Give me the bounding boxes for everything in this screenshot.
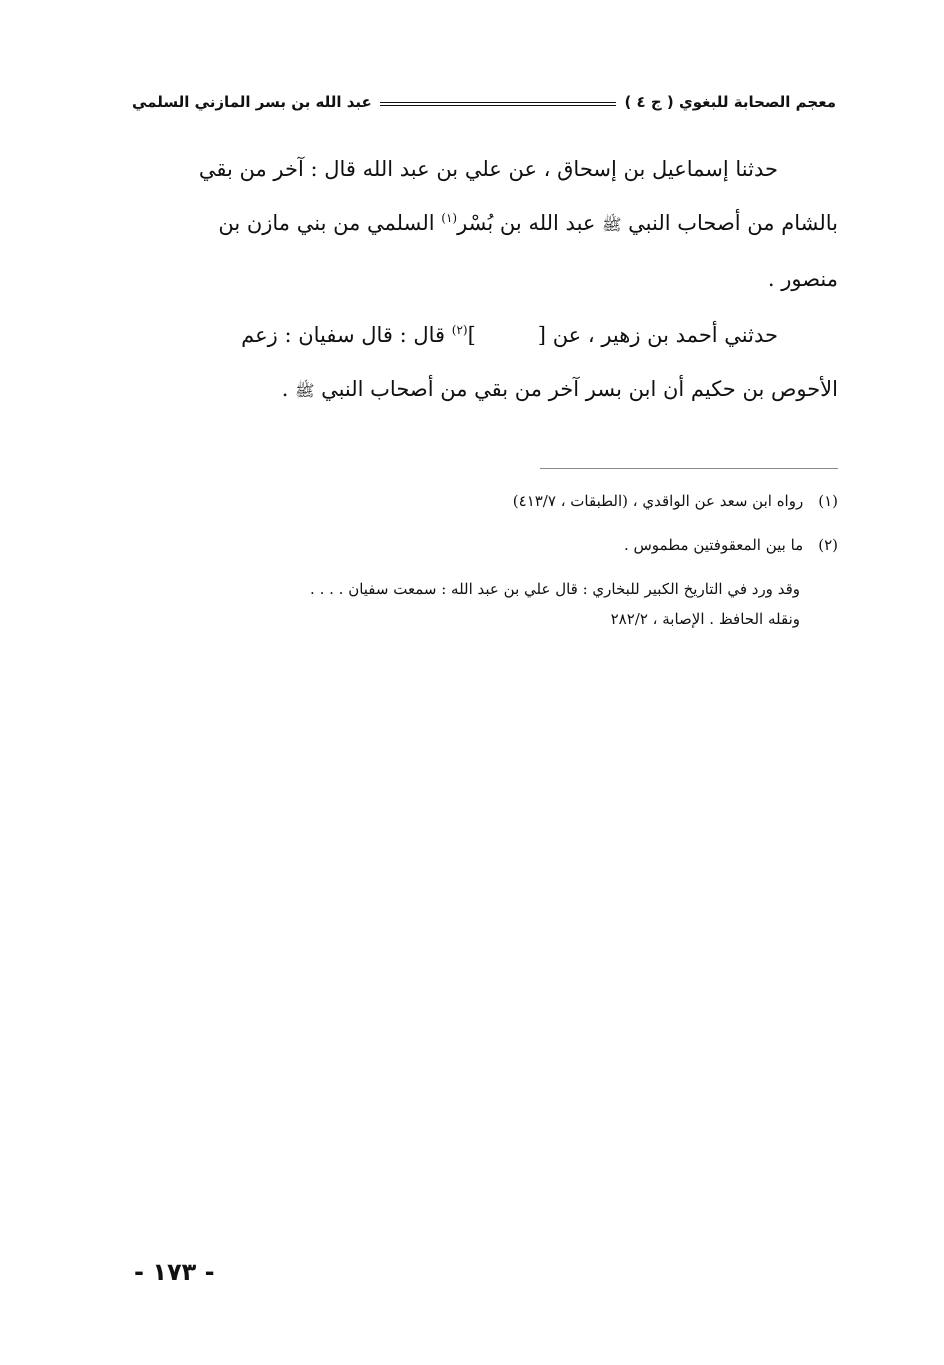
footnote-2-continuation: [150, 574, 838, 634]
paragraph-1-line-3: منصور .: [767, 267, 838, 291]
p2-text-a: حدثني أحمد بن زهير ، عن: [552, 323, 778, 347]
footnote-text: رواه ابن سعد عن الواقدي ، (الطبقات ، ٤١٣/٧): [512, 492, 804, 510]
p2-line-2-text: الأحوص بن حكيم أن ابن بسر آخر من بقي من أصحاب النبي: [321, 377, 838, 401]
book-title: معجم الصحابة للبغوي ( ج ٤ ): [624, 93, 836, 111]
paragraph-2-line-2: [130, 362, 838, 418]
p1-text-c: السلمي من بني مازن بن: [218, 211, 435, 235]
p2-text-b: قال : قال سفيان : زعم: [241, 323, 446, 347]
paragraph-1-line-1: حدثنا إسماعيل بن إسحاق ، عن علي بن عبد الله قال : آخر من بقي: [198, 157, 778, 181]
bracket-close: ]: [467, 323, 476, 347]
main-text: [130, 142, 838, 418]
running-header: [132, 88, 836, 116]
footnote-extra-line-1: وقد ورد في التاريخ الكبير للبخاري : قال علي بن عبد الله : سمعت سفيان . . . .: [310, 580, 800, 598]
p1-text-b: عبد الله بن بُسْر: [457, 211, 596, 235]
footnote-text: ما بين المعقوفتين مطموس .: [623, 536, 804, 554]
salla-ligature: ﷺ: [602, 215, 622, 234]
bracket-open: [: [537, 323, 546, 347]
footnote-number: (٢): [818, 536, 838, 554]
paragraph-1-line-2: [130, 196, 838, 252]
footnote-1: [150, 486, 838, 516]
header-rule: [380, 102, 617, 106]
footnotes: [150, 486, 838, 634]
footnote-ref-2: (٢): [451, 323, 468, 337]
footnote-ref-1: (١): [441, 211, 458, 225]
salla-ligature-2: ﷺ: [295, 381, 315, 400]
footnote-2: [150, 530, 838, 560]
entry-title: عبد الله بن بسر المازني السلمي: [132, 93, 372, 111]
footnote-number: (١): [818, 492, 838, 510]
paragraph-2-line-1: [130, 308, 838, 362]
footnote-separator: [540, 468, 838, 469]
p2-end: .: [281, 377, 296, 401]
p1-text-a: بالشام من أصحاب النبي: [628, 211, 838, 235]
footnote-extra-line-2: ونقله الحافظ . الإصابة ، ٢٨٢/٢: [610, 610, 800, 628]
page-number: - ١٧٣ -: [134, 1258, 215, 1286]
